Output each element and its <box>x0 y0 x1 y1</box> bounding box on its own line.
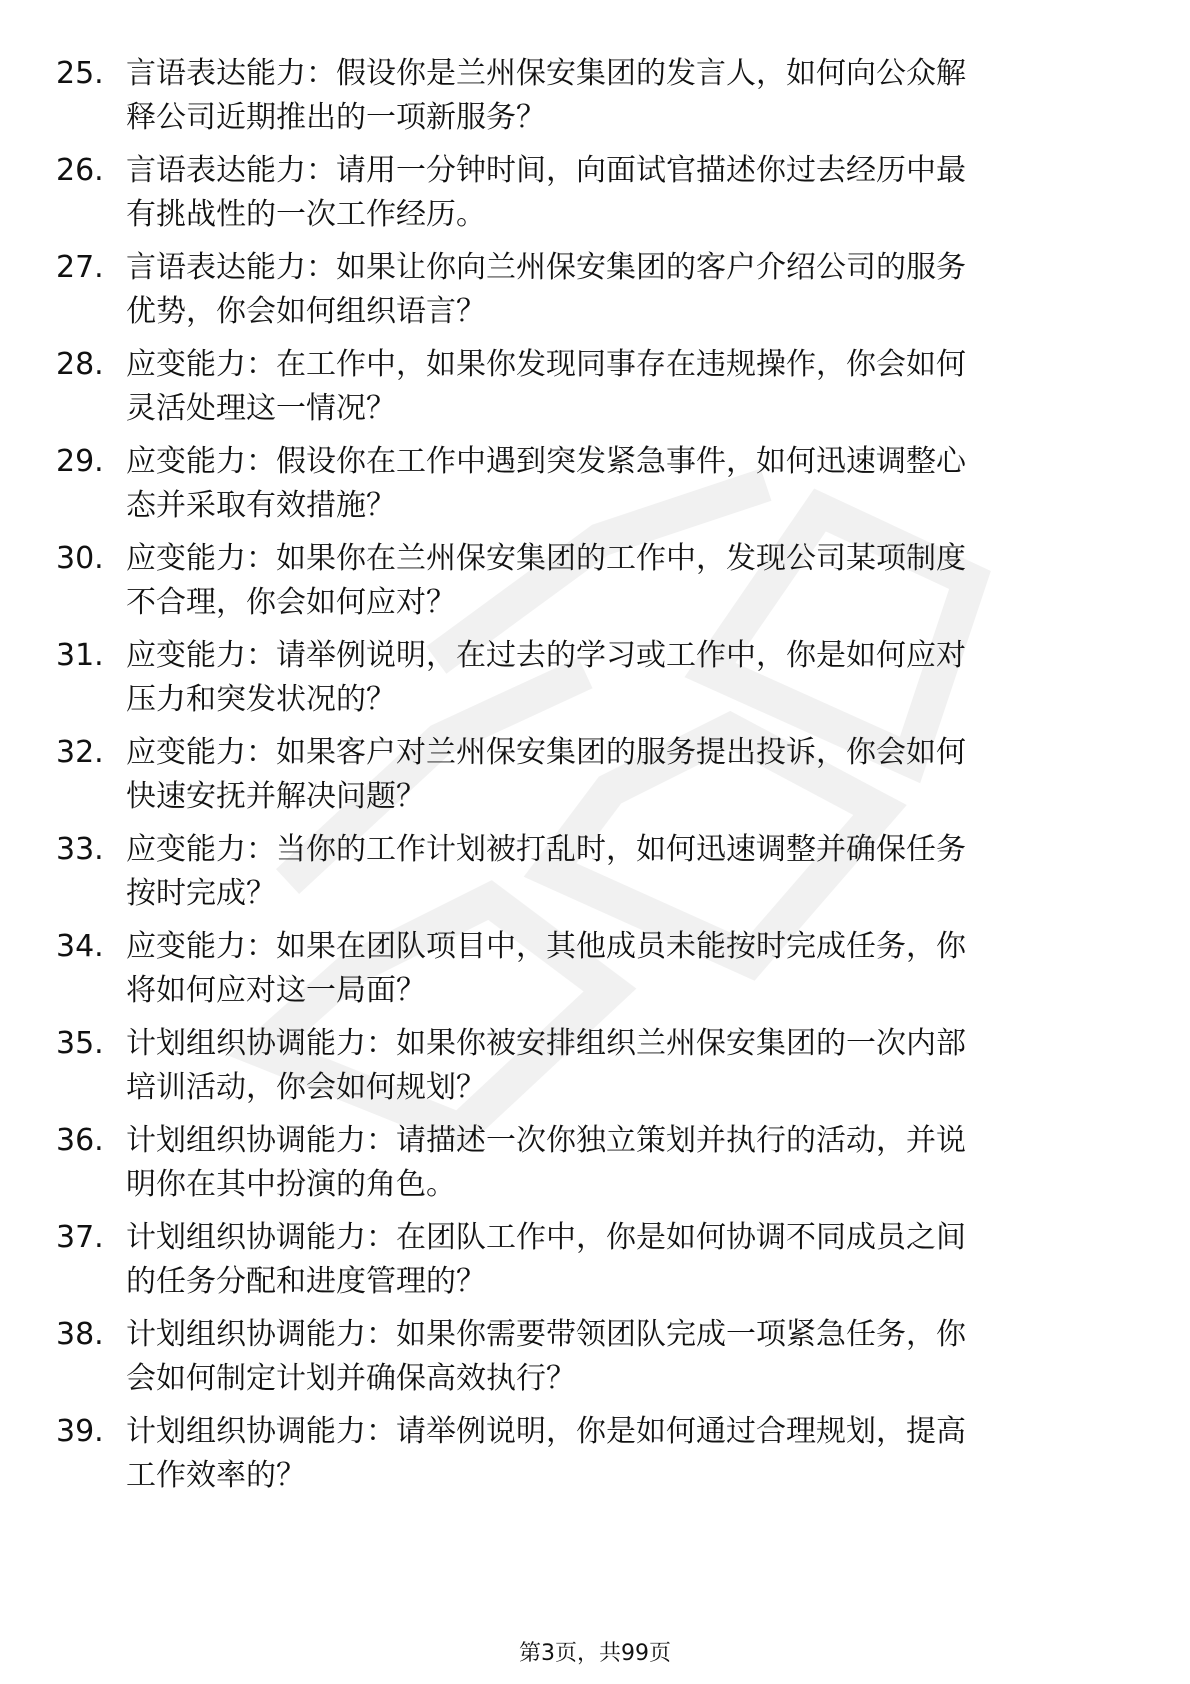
question-line: 将如何应对这一局面？ <box>126 973 426 1008</box>
question-line: 应变能力：当你的工作计划被打乱时，如何迅速调整并确保任务 <box>126 832 966 867</box>
question-item <box>0 1216 1190 1316</box>
question-number: 26. <box>56 153 104 188</box>
question-text <box>126 343 1106 431</box>
question-item <box>0 149 1190 249</box>
question-item <box>0 634 1190 734</box>
question-line: 言语表达能力：请用一分钟时间，向面试官描述你过去经历中最 <box>126 153 966 188</box>
question-text <box>126 440 1106 528</box>
question-line: 工作效率的？ <box>126 1458 306 1493</box>
question-item <box>0 1410 1190 1510</box>
question-item <box>0 343 1190 443</box>
question-text <box>126 537 1106 625</box>
question-text <box>126 52 1106 140</box>
question-number: 30. <box>56 541 104 576</box>
question-line: 应变能力：如果在团队项目中，其他成员未能按时完成任务，你 <box>126 929 966 964</box>
question-line: 优势，你会如何组织语言？ <box>126 294 486 329</box>
question-item <box>0 440 1190 540</box>
question-item <box>0 828 1190 928</box>
question-number: 28. <box>56 347 104 382</box>
question-number: 33. <box>56 832 104 867</box>
question-number: 39. <box>56 1414 104 1449</box>
question-line: 应变能力：请举例说明，在过去的学习或工作中，你是如何应对 <box>126 638 966 673</box>
question-item <box>0 925 1190 1025</box>
question-item <box>0 537 1190 637</box>
question-item <box>0 246 1190 346</box>
question-number: 32. <box>56 735 104 770</box>
question-line: 按时完成？ <box>126 876 276 911</box>
question-line: 计划组织协调能力：如果你被安排组织兰州保安集团的一次内部 <box>126 1026 966 1061</box>
question-line: 应变能力：在工作中，如果你发现同事存在违规操作，你会如何 <box>126 347 966 382</box>
question-number: 31. <box>56 638 104 673</box>
question-text <box>126 246 1106 334</box>
question-line: 态并采取有效措施？ <box>126 488 396 523</box>
question-line: 应变能力：如果你在兰州保安集团的工作中，发现公司某项制度 <box>126 541 966 576</box>
question-line: 灵活处理这一情况？ <box>126 391 396 426</box>
question-text <box>126 1410 1106 1498</box>
question-line: 培训活动，你会如何规划？ <box>126 1070 486 1105</box>
question-text <box>126 1313 1106 1401</box>
question-line: 计划组织协调能力：请描述一次你独立策划并执行的活动，并说 <box>126 1123 966 1158</box>
question-line: 言语表达能力：如果让你向兰州保安集团的客户介绍公司的服务 <box>126 250 966 285</box>
question-number: 25. <box>56 56 104 91</box>
question-line: 明你在其中扮演的角色。 <box>126 1167 456 1202</box>
question-number: 29. <box>56 444 104 479</box>
question-number: 34. <box>56 929 104 964</box>
question-line: 不合理，你会如何应对？ <box>126 585 456 620</box>
question-item <box>0 1119 1190 1219</box>
question-item <box>0 1313 1190 1413</box>
question-line: 有挑战性的一次工作经历。 <box>126 197 486 232</box>
page-number-footer: 第3页，共99页 <box>519 1641 671 1666</box>
question-text <box>126 925 1106 1013</box>
question-line: 计划组织协调能力：请举例说明，你是如何通过合理规划，提高 <box>126 1414 966 1449</box>
question-number: 38. <box>56 1317 104 1352</box>
question-line: 应变能力：假设你在工作中遇到突发紧急事件，如何迅速调整心 <box>126 444 966 479</box>
question-line: 计划组织协调能力：如果你需要带领团队完成一项紧急任务，你 <box>126 1317 966 1352</box>
question-line: 释公司近期推出的一项新服务？ <box>126 100 546 135</box>
question-line: 计划组织协调能力：在团队工作中，你是如何协调不同成员之间 <box>126 1220 966 1255</box>
question-line: 会如何制定计划并确保高效执行？ <box>126 1361 576 1396</box>
question-text <box>126 634 1106 722</box>
question-item <box>0 52 1190 152</box>
question-item <box>0 731 1190 831</box>
question-text <box>126 1119 1106 1207</box>
question-line: 言语表达能力：假设你是兰州保安集团的发言人，如何向公众解 <box>126 56 966 91</box>
question-number: 36. <box>56 1123 104 1158</box>
question-text <box>126 149 1106 237</box>
question-number: 27. <box>56 250 104 285</box>
question-text <box>126 828 1106 916</box>
question-text <box>126 1022 1106 1110</box>
question-text <box>126 1216 1106 1304</box>
question-line: 压力和突发状况的？ <box>126 682 396 717</box>
question-number: 37. <box>56 1220 104 1255</box>
question-text <box>126 731 1106 819</box>
question-number: 35. <box>56 1026 104 1061</box>
question-line: 的任务分配和进度管理的？ <box>126 1264 486 1299</box>
question-item <box>0 1022 1190 1122</box>
question-line: 快速安抚并解决问题？ <box>126 779 426 814</box>
question-line: 应变能力：如果客户对兰州保安集团的服务提出投诉，你会如何 <box>126 735 966 770</box>
